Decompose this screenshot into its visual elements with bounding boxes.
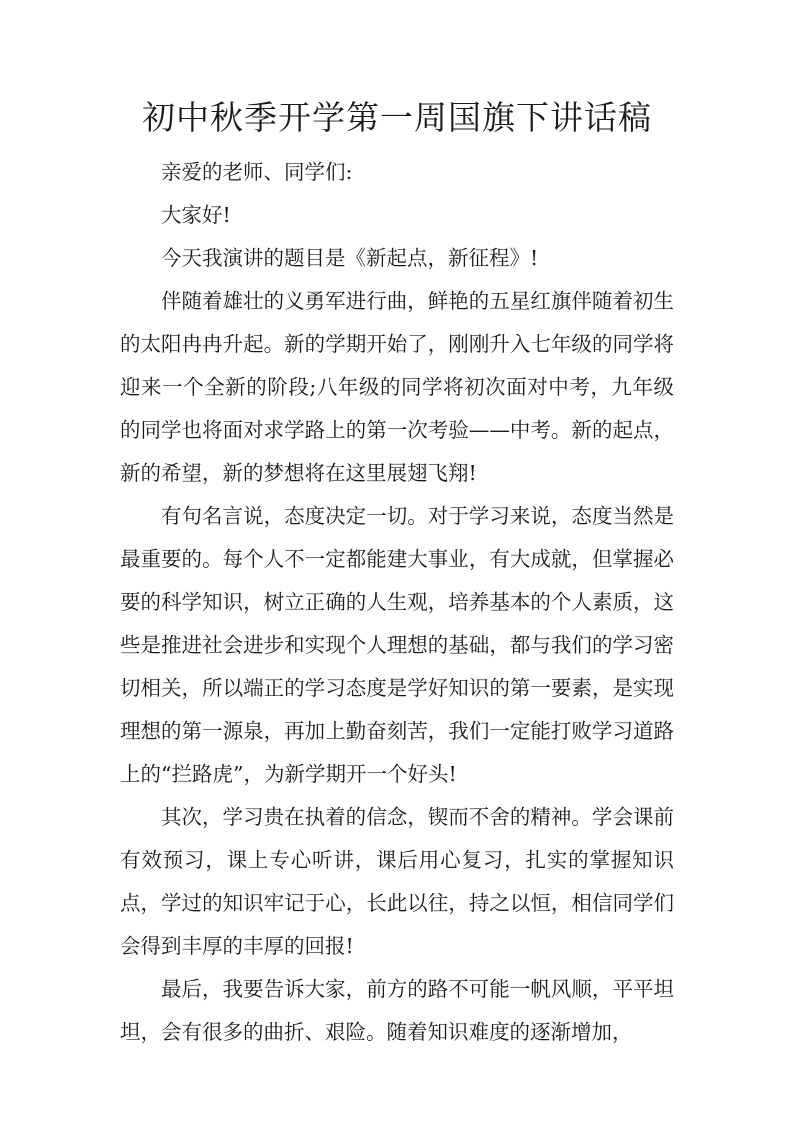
- salutation-paragraph: 大家好!: [161, 203, 231, 227]
- body-paragraph: 有句名言说，态度决定一切。对于学习来说，态度当然是最重要的。每个人不一定都能建大事业，有大成就，但掌握必要的科学知识，树立正确的人生观，培养基本的个人素质，这些是推进社会进步和实现个人理想的基础，都与我们的学习密切相关，所以端正的学习态度是学好知识的第一要素，是实现理想的第一源泉，再加上勤奋刻苦，我们一定能打败学习道路上的“拦路虎”，为新学期开一个好头!: [120, 504, 674, 786]
- document-title: 初中秋季开学第一周国旗下讲话稿: [142, 98, 652, 137]
- topic-paragraph: 今天我演讲的题目是《新起点，新征程》!: [161, 246, 539, 270]
- body-paragraph: 其次，学习贵在执着的信念，锲而不舍的精神。学会课前有效预习，课上专心听讲，课后用心复习，扎实的掌握知识点，学过的知识牢记于心，长此以往，持之以恒，相信同学们会得到丰厚的丰厚的回报!: [120, 805, 674, 958]
- body-paragraph: 最后，我要告诉大家，前方的路不可能一帆风顺，平平坦坦，会有很多的曲折、艰险。随着知识难度的逐渐增加，: [120, 977, 674, 1044]
- document-body: [120, 151, 674, 1054]
- greeting-paragraph: 亲爱的老师、同学们:: [161, 160, 353, 184]
- body-paragraph: 伴随着雄壮的义勇军进行曲，鲜艳的五星红旗伴随着初生的太阳冉冉升起。新的学期开始了，刚刚升入七年级的同学将迎来一个全新的阶段;八年级的同学将初次面对中考，九年级的同学也将面对求学路上的第一次考验——中考。新的起点，新的希望，新的梦想将在这里展翅飞翔!: [120, 289, 674, 485]
